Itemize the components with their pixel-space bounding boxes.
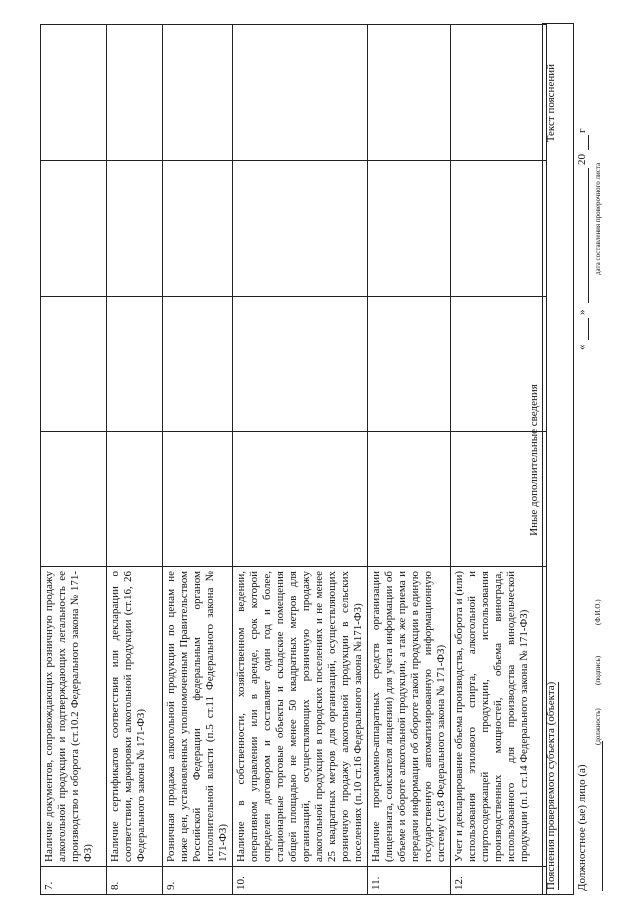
answer-cell[interactable] bbox=[107, 297, 163, 432]
explanations-box bbox=[542, 23, 574, 895]
row-number: 11. bbox=[368, 867, 451, 895]
date-close-quote: » bbox=[576, 309, 588, 315]
table-row bbox=[107, 25, 163, 895]
answer-cell[interactable] bbox=[233, 161, 368, 297]
extra-info-heading: Иные дополнительные сведения bbox=[528, 384, 540, 536]
explanations-label: Пояснения проверяемого субъекта (объекта) bbox=[545, 681, 557, 890]
requirement-text: Наличие документов, сопровождающих розничную продажу алкогольной продукции и подтверждающих легальность ее производство и оборота (ст.10.2 Федерального закона № 171-ФЗ) bbox=[41, 567, 107, 867]
answer-cell[interactable] bbox=[163, 432, 233, 567]
date-month-line[interactable] bbox=[576, 168, 589, 303]
answer-cell[interactable] bbox=[368, 161, 451, 297]
answer-cell[interactable] bbox=[107, 161, 163, 297]
position-line[interactable] bbox=[590, 741, 603, 891]
answer-cell[interactable] bbox=[233, 297, 368, 432]
requirement-text: Учет и декларирование объема производства, оборота и (или) использования этилового спирта, алкогольной и спиртосодержащей продукции, использования производственных мощностей, объема винограда, использованного для производства винодельческой продукции (п.1 ст.14 Федерального закона № 171-ФЗ) bbox=[451, 567, 547, 867]
answer-cell[interactable] bbox=[41, 432, 107, 567]
answer-cell[interactable] bbox=[163, 161, 233, 297]
row-number: 10. bbox=[233, 867, 368, 895]
official-label: Должностное (ые) лицо (а) bbox=[576, 764, 588, 891]
requirement-text: Наличие программно-аппаратных средств организации (лицензиата, соискателя лицензии) для учета информации об объеме и обороте алкогольной продукции, а так же приема и передачи информации об обороте такой продукции в единую государственную автоматизированную информационную систему (ст.8 Федерального закона № 171-ФЗ) bbox=[368, 567, 451, 867]
answer-cell[interactable] bbox=[368, 432, 451, 567]
date-year-prefix: 20 bbox=[576, 154, 588, 165]
date-day-line[interactable] bbox=[576, 318, 589, 340]
table-row bbox=[41, 25, 107, 895]
answer-cell[interactable] bbox=[368, 297, 451, 432]
date-open-quote: « bbox=[576, 344, 588, 350]
answer-cell[interactable] bbox=[41, 25, 107, 161]
answer-cell[interactable] bbox=[41, 161, 107, 297]
position-caption: (должность) bbox=[594, 708, 602, 745]
row-number: 7. bbox=[41, 867, 107, 895]
requirement-text: Розничная продажа алкогольной продукции по ценам не ниже цен, установленных уполномоченным Правительством Российской Федерации федеральным органом исполнительной власти (п.5 ст.11 Федерального закона № 171-ФЗ) bbox=[163, 567, 233, 867]
answer-cell[interactable] bbox=[163, 25, 233, 161]
requirement-text: Наличие сертификатов соответствия или декларации о соответствии, маркировки алкогольной продукции (ст.16, 26 Федерального закона № 171-ФЗ) bbox=[107, 567, 163, 867]
requirement-text: Наличие в собственности, хозяйственном ведении, оперативном управлении или в аренде, срок которой определен договором и составляет один год и более, стационарные торговые объекты и складские помещения общей площадью не менее 50 квадратных метров для организаций, осуществляющих розничную продажу алкогольной продукции в городских поселениях и не менее 25 квадратных метров для организаций, осуществляющих розничную продажу алкогольной продукции в сельских поселениях (п.10 ст.16 Федерального закона №171-ФЗ) bbox=[233, 567, 368, 867]
explanations-text-label: Текст пояснений bbox=[545, 64, 557, 143]
answer-cell[interactable] bbox=[368, 25, 451, 161]
answer-cell[interactable] bbox=[233, 432, 368, 567]
answer-cell[interactable] bbox=[41, 297, 107, 432]
table-row bbox=[163, 25, 233, 895]
signature-caption: (подпись) bbox=[594, 655, 602, 685]
answer-cell[interactable] bbox=[107, 432, 163, 567]
date-year-suffix: г bbox=[576, 128, 588, 133]
table-row bbox=[233, 25, 368, 895]
name-caption: (Ф.И.О.) bbox=[594, 599, 602, 625]
row-number: 9. bbox=[163, 867, 233, 895]
answer-cell[interactable] bbox=[233, 25, 368, 161]
date-year-line[interactable] bbox=[576, 135, 589, 150]
answer-cell[interactable] bbox=[107, 25, 163, 161]
row-number: 12. bbox=[451, 867, 547, 895]
table-row bbox=[368, 25, 451, 895]
answer-cell[interactable] bbox=[163, 297, 233, 432]
date-caption: дата составления проверочного листа bbox=[594, 162, 602, 275]
checklist-table bbox=[40, 24, 547, 895]
row-number: 8. bbox=[107, 867, 163, 895]
